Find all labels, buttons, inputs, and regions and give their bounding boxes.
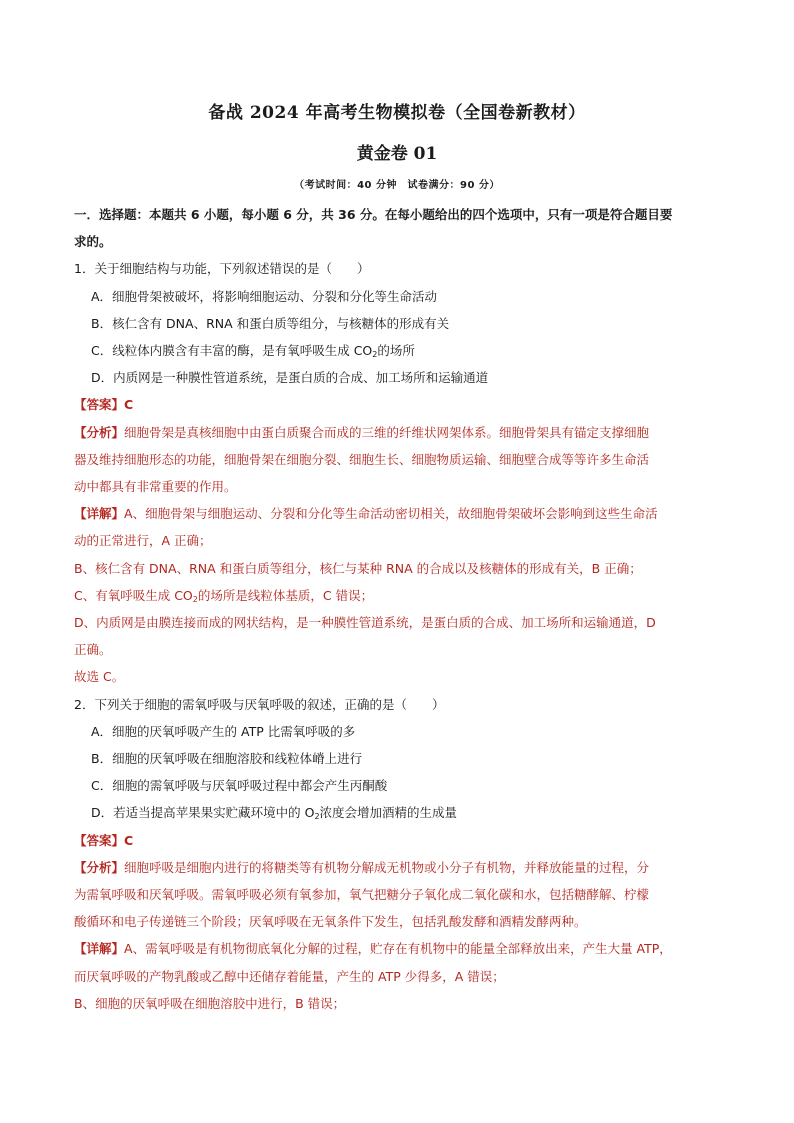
- section-heading-line2: 求的。: [74, 234, 112, 250]
- q1-analysis: [74, 419, 722, 446]
- q1-detail-tag: 【详解】: [74, 506, 125, 522]
- q1-analysis-line3: 动中都具有非常重要的作用。: [74, 479, 237, 495]
- q1-analysis-line2: 器及维持细胞形态的功能，细胞骨架在细胞分裂、细胞生长、细胞物质运输、细胞壁合成等等许多生命活: [74, 451, 650, 467]
- q1-analysis-tag: 【分析】: [74, 424, 125, 440]
- q1-option-c-subscript: 2: [372, 350, 378, 360]
- document-subtitle: 黄金卷 01: [356, 144, 438, 164]
- q2-option-d-text-end: 浓度会增加酒精的生成量: [319, 805, 458, 821]
- exam-info: （考试时间：40 分钟 试卷满分：90 分）: [294, 180, 500, 191]
- q1-option-c-text: C．线粒体内膜含有丰富的酶，是有氧呼吸生成 CO: [91, 343, 373, 359]
- q2-option-c: C．细胞的需氧呼吸与厌氧呼吸过程中都会产生丙酮酸: [91, 778, 388, 794]
- q1-detail-a-line2: 动的正常进行，A 正确；: [74, 533, 212, 549]
- q1-answer-value: C: [124, 397, 134, 413]
- q2-option-b: B．细胞的厌氧呼吸在细胞溶胶和线粒体嵴上进行: [91, 751, 363, 767]
- q1-answer-tag: 【答案】: [74, 397, 125, 413]
- q1-detail-c-text: C、有氧呼吸生成 CO: [74, 587, 193, 603]
- q2-option-a: A．细胞的厌氧呼吸产生的 ATP 比需氧呼吸的多: [91, 723, 356, 739]
- document-title: 备战 2024 年高考生物模拟卷（全国卷新教材）: [208, 103, 586, 123]
- q2-answer-value: C: [124, 832, 134, 848]
- q2-stem: 2．下列关于细胞的需氧呼吸与厌氧呼吸的叙述，正确的是（ ）: [74, 696, 445, 712]
- q2-option-d-text: D．若适当提高苹果果实贮藏环境中的 O: [91, 805, 315, 821]
- q1-detail-c: [74, 582, 722, 609]
- q1-option-c: [74, 337, 722, 364]
- q1-option-b: B．核仁含有 DNA、RNA 和蛋白质等组分，与核糖体的形成有关: [91, 315, 450, 331]
- q1-detail-d-line2: 正确。: [74, 642, 112, 658]
- q2-option-d: [74, 799, 722, 826]
- q1-stem: 1．关于细胞结构与功能，下列叙述错误的是（ ）: [74, 261, 370, 277]
- q1-option-c-text-end: 的场所: [377, 343, 415, 359]
- q1-detail-d-line1: D、内质网是由膜连接而成的网状结构，是一种膜性管道系统，是蛋白质的合成、加工场所和运输通道，D: [74, 615, 656, 631]
- q2-detail: [74, 935, 722, 962]
- q2-analysis-line1: 细胞呼吸是细胞内进行的将糖类等有机物分解成无机物或小分子有机物，并释放能量的过程，分: [124, 859, 650, 875]
- q1-option-d: D．内质网是一种膜性管道系统，是蛋白质的合成、加工场所和运输通道: [91, 370, 489, 386]
- q2-detail-a-line2: 而厌氧呼吸的产物乳酸或乙醇中还储存着能量，产生的 ATP 少得多，A 错误；: [74, 968, 505, 984]
- q1-answer: [74, 391, 722, 418]
- q2-answer-tag: 【答案】: [74, 832, 125, 848]
- q1-analysis-line1: 细胞骨架是真核细胞中由蛋白质聚合而成的三维的纤维状网架体系。细胞骨架具有锚定支撑细胞: [124, 424, 650, 440]
- q2-analysis-tag: 【分析】: [74, 859, 125, 875]
- q2-answer: [74, 827, 722, 854]
- document-body: [74, 201, 722, 1017]
- q2-option-d-subscript: 2: [314, 812, 320, 822]
- q1-detail-b: B、核仁含有 DNA、RNA 和蛋白质等组分，核仁与某种 RNA 的合成以及核糖体的形成有关，B 正确；: [74, 560, 642, 576]
- q2-detail-tag: 【详解】: [74, 941, 125, 957]
- q1-detail: [74, 500, 722, 527]
- q1-detail-c-text-end: 的场所是线粒体基质，C 错误；: [197, 587, 374, 603]
- q2-analysis-line2: 为需氧呼吸和厌氧呼吸。需氧呼吸必须有氧参加，氧气把糖分子氧化成二氧化碳和水，包括糖酵解、柠檬: [74, 887, 650, 903]
- q1-detail-a-line1: A、细胞骨架与细胞运动、分裂和分化等生命活动密切相关，故细胞骨架破坏会影响到这些生命活: [124, 506, 658, 522]
- q2-detail-a-line1: A、需氧呼吸是有机物彻底氧化分解的过程，贮存在有机物中的能量全部释放出来，产生大量 ATP，: [124, 941, 672, 957]
- q1-conclusion: 故选 C。: [74, 669, 125, 685]
- q2-analysis-line3: 酸循环和电子传递链三个阶段；厌氧呼吸在无氧条件下发生，包括乳酸发酵和酒精发酵两种。: [74, 914, 587, 930]
- q2-detail-b: B、细胞的厌氧呼吸在细胞溶胶中进行，B 错误；: [74, 995, 346, 1011]
- q1-option-a: A．细胞骨架被破坏，将影响细胞运动、分裂和分化等生命活动: [91, 288, 438, 304]
- q2-analysis: [74, 854, 722, 881]
- section-heading-line1: 一．选择题：本题共 6 小题，每小题 6 分，共 36 分。在每小题给出的四个选项中，只有一项是符合题目要: [74, 207, 673, 222]
- q1-detail-c-subscript: 2: [192, 594, 198, 604]
